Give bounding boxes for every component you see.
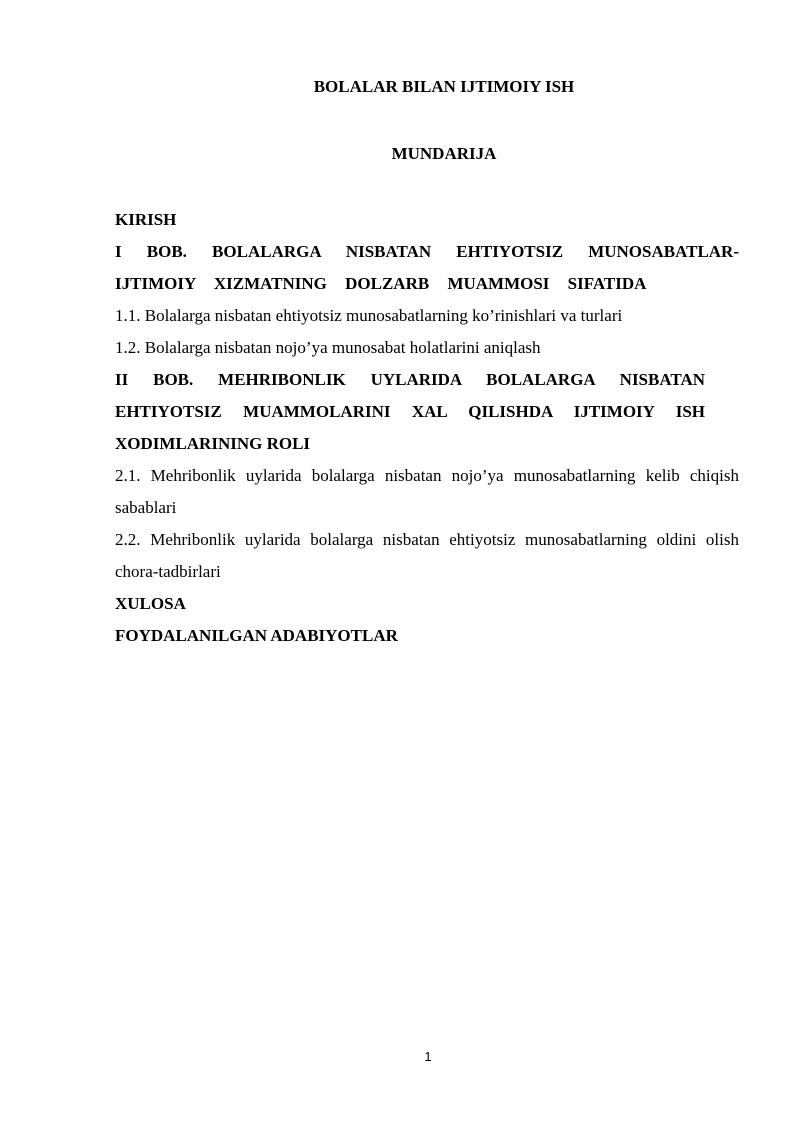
toc-entry-references: FOYDALANILGAN ADABIYOTLAR bbox=[115, 626, 398, 645]
toc-entry-section-2-1: 2.1. Mehribonlik uylarida bolalarga nisbatan nojo’ya munosabatlarning kelib chiqish sabablari bbox=[115, 466, 739, 517]
toc-heading: MUNDARIJA bbox=[391, 144, 497, 163]
toc-entry-conclusion: XULOSA bbox=[115, 594, 186, 613]
toc-entry-introduction: KIRISH bbox=[115, 210, 177, 229]
toc-entry-section-1-1: 1.1. Bolalarga nisbatan ehtiyotsiz munosabatlarning ko’rinishlari va turlari bbox=[115, 306, 623, 325]
table-of-contents bbox=[115, 204, 739, 652]
toc-entry-chapter-2: II BOB. MEHRIBONLIK UYLARIDA BOLALARGA NISBATAN EHTIYOTSIZ MUAMMOLARINI XAL QILISHDA IJTIMOIY ISH XODIMLARINING ROLI bbox=[115, 370, 705, 453]
toc-entry-chapter-1: I BOB. BOLALARGA NISBATAN EHTIYOTSIZ MUNOSABATLAR-IJTIMOIY XIZMATNING DOLZARB MUAMMOSI SIFATIDA bbox=[115, 242, 739, 293]
toc-entry-section-2-2: 2.2. Mehribonlik uylarida bolalarga nisbatan ehtiyotsiz munosabatlarning oldini olish chora-tadbirlari bbox=[115, 530, 739, 581]
document-title: BOLALAR BILAN IJTIMOIY ISH bbox=[313, 77, 575, 96]
page-number: 1 bbox=[424, 1049, 432, 1064]
toc-entry-section-1-2: 1.2. Bolalarga nisbatan nojo’ya munosabat holatlarini aniqlash bbox=[115, 338, 541, 357]
